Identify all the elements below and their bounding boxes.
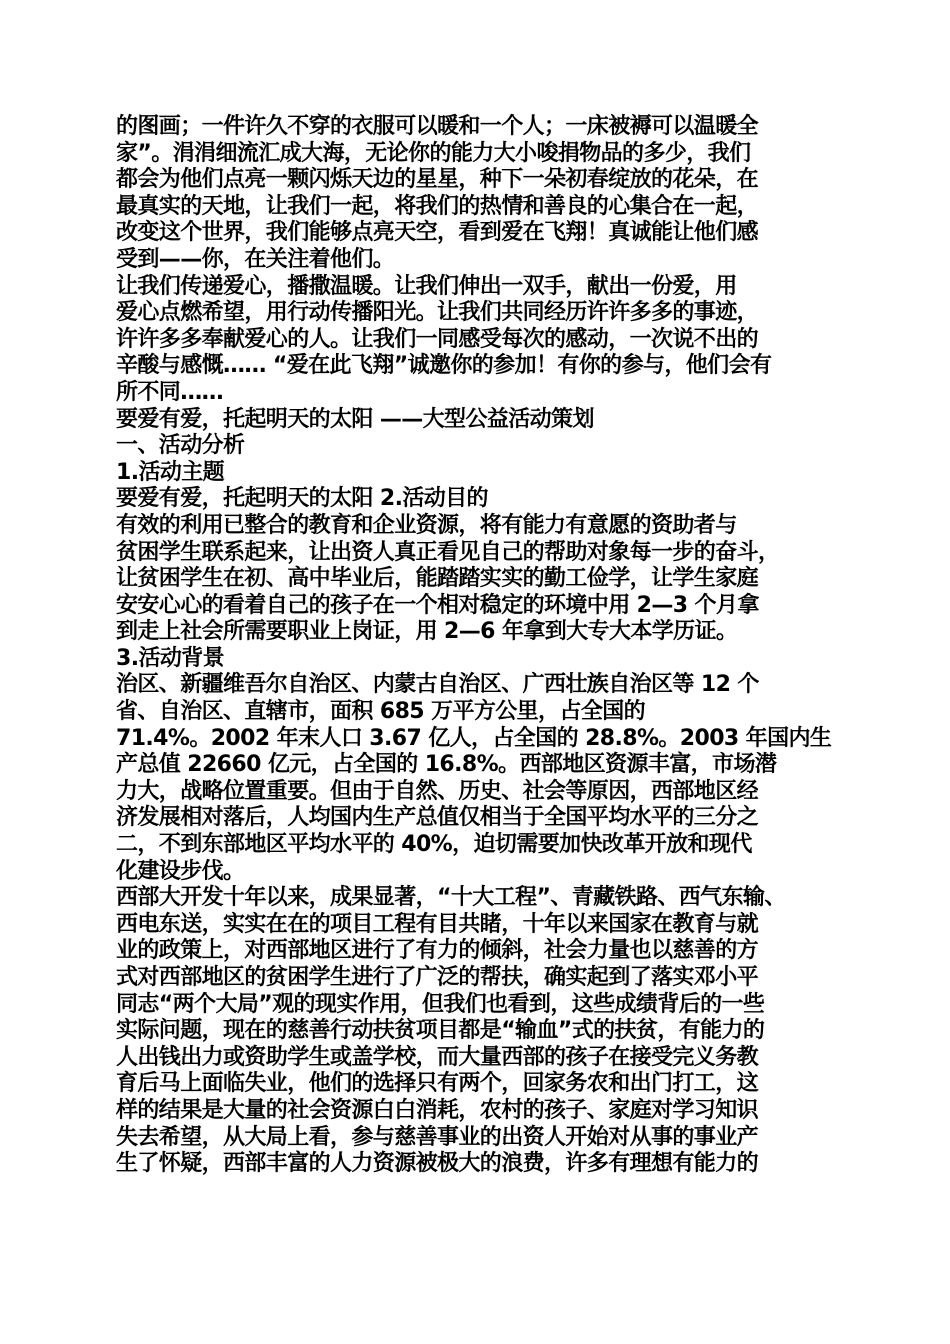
text-line: 实际问题，现在的慈善行动扶贫项目都是“输血”式的扶贫，有能力的 bbox=[116, 1018, 765, 1044]
text-line: 省、自治区、直辖市，面积 685 万平方公里，占全国的 bbox=[116, 699, 646, 725]
text-line: 家”。涓涓细流汇成大海，无论你的能力大小唆捐物品的多少，我们 bbox=[116, 140, 751, 166]
text-line: 所不同…… bbox=[116, 379, 224, 405]
text-line: 的图画；一件许久不穿的衣服可以暖和一个人；一床被褥可以温暖全 bbox=[116, 114, 759, 139]
text-line: 济发展相对落后，人均国内生产总值仅相当于全国平均水平的三分之 bbox=[116, 805, 759, 831]
subsection-heading: 1.活动主题 bbox=[116, 459, 225, 485]
text-line: 失去希望，从大局上看，参与慈善事业的出资人开始对从事的事业产 bbox=[116, 1124, 759, 1150]
subsection-heading: 3.活动背景 bbox=[116, 645, 225, 671]
text-line: 生了怀疑，西部丰富的人力资源被极大的浪费，许多有理想有能力的 bbox=[116, 1151, 759, 1177]
text-line: 到走上社会所需要职业上岗证，用 2—6 年拿到大专大本学历证。 bbox=[116, 619, 738, 645]
text-line: 安安心心的看着自己的孩子在一个相对稳定的环境中用 2—3 个月拿 bbox=[116, 592, 759, 618]
text-line: 力大，战略位置重要。但由于自然、历史、社会等原因，西部地区经 bbox=[116, 778, 759, 804]
section-heading: 一、活动分析 bbox=[116, 433, 245, 459]
text-line: 让贫困学生在初、高中毕业后，能踏踏实实的勤工俭学，让学生家庭 bbox=[116, 566, 759, 592]
text-line: 要爱有爱，托起明天的太阳 2.活动目的 bbox=[116, 486, 488, 512]
text-line: 贫困学生联系起来，让出资人真正看见自己的帮助对象每一步的奋斗， bbox=[116, 539, 780, 565]
text-line: 辛酸与感慨…… “爱在此飞翔”诚邀你的参加！有你的参与，他们会有 bbox=[116, 353, 772, 379]
document-title: 要爱有爱，托起明天的太阳 ——大型公益活动策划 bbox=[116, 406, 594, 432]
text-line: 71.4%。2002 年末人口 3.67 亿人，占全国的 28.8%。2003 年国内生 bbox=[116, 725, 832, 751]
text-line: 治区、新疆维吾尔自治区、内蒙古自治区、广西壮族自治区等 12 个 bbox=[116, 672, 759, 698]
text-line: 样的结果是大量的社会资源白白消耗，农村的孩子、家庭对学习知识 bbox=[116, 1097, 759, 1123]
text-line: 式对西部地区的贫困学生进行了广泛的帮扶，确实起到了落实邓小平 bbox=[116, 965, 759, 990]
text-line: 西部大开发十年以来，成果显著，“十大工程”、青藏铁路、西气东输、 bbox=[116, 885, 786, 911]
text-line: 人出钱出力或资助学生或盖学校，而大量西部的孩子在接受完义务教 bbox=[116, 1044, 759, 1070]
text-line: 育后马上面临失业，他们的选择只有两个，回家务农和出门打工，这 bbox=[116, 1071, 759, 1097]
document-body bbox=[116, 114, 846, 1178]
text-line: 爱心点燃希望，用行动传播阳光。让我们共同经历许许多多的事迹， bbox=[116, 300, 759, 326]
text-line: 受到——你，在关注着他们。 bbox=[116, 246, 395, 272]
text-line: 产总值 22660 亿元，占全国的 16.8%。西部地区资源丰富，市场潜 bbox=[116, 752, 777, 778]
text-line: 有效的利用已整合的教育和企业资源，将有能力有意愿的资助者与 bbox=[116, 512, 737, 538]
text-line: 西电东送，实实在在的项目工程有目共睹，十年以来国家在教育与就 bbox=[116, 911, 759, 937]
text-line: 许许多多奉献爱心的人。让我们一同感受每次的感动，一次说不出的 bbox=[116, 326, 759, 352]
text-line: 让我们传递爱心，播撒温暖。让我们伸出一双手，献出一份爱，用 bbox=[116, 273, 737, 299]
text-line: 二，不到东部地区平均水平的 40%，迫切需要加快改革开放和现代 bbox=[116, 832, 752, 858]
text-line: 最真实的天地，让我们一起，将我们的热情和善良的心集合在一起， bbox=[116, 193, 759, 219]
text-line: 同志“两个大局”观的现实作用，但我们也看到，这些成绩背后的一些 bbox=[116, 991, 765, 1017]
text-line: 化建设步伐。 bbox=[116, 858, 245, 884]
text-line: 都会为他们点亮一颗闪烁天边的星星，种下一朵初春绽放的花朵，在 bbox=[116, 167, 759, 193]
text-line: 业的政策上，对西部地区进行了有力的倾斜，社会力量也以慈善的方 bbox=[116, 938, 759, 964]
text-line: 改变这个世界，我们能够点亮天空，看到爱在飞翔！真诚能让他们感 bbox=[116, 220, 759, 246]
